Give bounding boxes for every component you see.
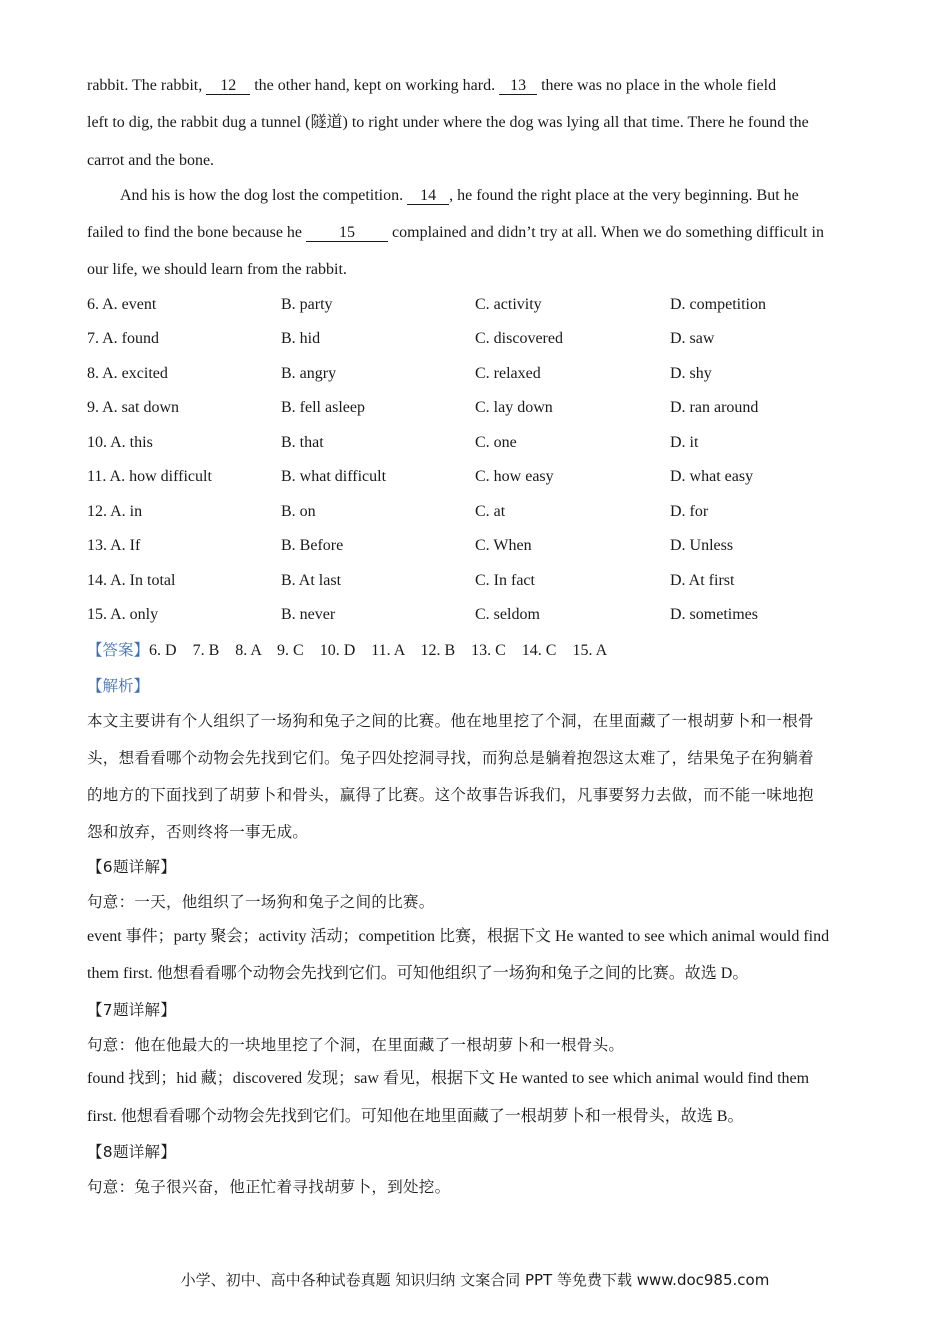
option-d: D. sometimes bbox=[670, 606, 758, 623]
option-c: C. lay down bbox=[475, 399, 553, 416]
q6-meaning: 句意：一天，他组织了一场狗和兔子之间的比赛。 bbox=[87, 893, 435, 911]
option-c: C. relaxed bbox=[475, 365, 541, 382]
blank-12: 12 bbox=[206, 77, 250, 95]
option-b: B. party bbox=[281, 296, 333, 313]
q7-title: 【7题详解】 bbox=[87, 1001, 177, 1019]
passage-text: the other hand, kept on working hard. bbox=[250, 77, 500, 94]
option-d: D. At first bbox=[670, 572, 735, 589]
option-b: B. hid bbox=[281, 330, 321, 347]
option-d: D. competition bbox=[670, 296, 766, 313]
passage-line bbox=[87, 223, 824, 243]
passage-text: complained and didn’t try at all. When we do something difficult in bbox=[388, 224, 824, 241]
option-b: B. At last bbox=[281, 572, 342, 589]
passage-text: failed to find the bone because he bbox=[87, 224, 307, 241]
passage-line bbox=[87, 76, 776, 96]
option-b: B. that bbox=[281, 434, 324, 451]
analysis-line: 的地方的下面找到了胡萝卜和骨头，赢得了比赛。这个故事告诉我们，凡事要努力去做，而不能一味地抱 bbox=[87, 786, 814, 804]
passage-line: our life, we should learn from the rabbit. bbox=[87, 261, 347, 278]
option-a: 14. A. In total bbox=[87, 572, 176, 589]
option-c: C. at bbox=[475, 503, 506, 520]
option-a: 8. A. excited bbox=[87, 365, 168, 382]
answer-values: 6. D 7. B 8. A 9. C 10. D 11. A 12. B 13. C 14. C 15. A bbox=[149, 642, 608, 659]
option-d: D. it bbox=[670, 434, 699, 451]
option-a: 13. A. If bbox=[87, 537, 141, 554]
option-a: 9. A. sat down bbox=[87, 399, 179, 416]
option-c: C. discovered bbox=[475, 330, 563, 347]
q7-explanation-line: first. 他想看看哪个动物会先找到它们。可知他在地里面藏了一根胡萝卜和一根骨头，故选 B。 bbox=[87, 1108, 744, 1125]
q7-meaning: 句意：他在他最大的一块地里挖了个洞，在里面藏了一根胡萝卜和一根骨头。 bbox=[87, 1036, 625, 1054]
option-a: 11. A. how difficult bbox=[87, 468, 212, 485]
option-a: 15. A. only bbox=[87, 606, 159, 623]
passage-text: And his is how the dog lost the competition. bbox=[120, 187, 408, 204]
passage-line: left to dig, the rabbit dug a tunnel (隧道) to right under where the dog was lying all that time. There he found the bbox=[87, 114, 809, 131]
option-c: C. activity bbox=[475, 296, 542, 313]
option-a: 10. A. this bbox=[87, 434, 153, 451]
option-b: B. what difficult bbox=[281, 468, 387, 485]
option-d: D. what easy bbox=[670, 468, 754, 485]
passage-line: carrot and the bone. bbox=[87, 152, 215, 169]
option-d: D. ran around bbox=[670, 399, 759, 416]
passage-text: , he found the right place at the very beginning. But he bbox=[449, 187, 799, 204]
option-c: C. seldom bbox=[475, 606, 540, 623]
q6-title: 【6题详解】 bbox=[87, 858, 177, 876]
q8-title: 【8题详解】 bbox=[87, 1143, 177, 1161]
passage-text: there was no place in the whole field bbox=[537, 77, 777, 94]
option-c: C. In fact bbox=[475, 572, 535, 589]
option-d: D. shy bbox=[670, 365, 712, 382]
option-c: C. how easy bbox=[475, 468, 554, 485]
answer-label: 【答案】 bbox=[87, 641, 150, 659]
passage-text: rabbit. The rabbit, bbox=[87, 77, 207, 94]
option-b: B. Before bbox=[281, 537, 344, 554]
option-d: D. Unless bbox=[670, 537, 734, 554]
analysis-line: 本文主要讲有个人组织了一场狗和兔子之间的比赛。他在地里挖了个洞，在里面藏了一根胡萝卜和一根骨 bbox=[87, 712, 814, 730]
q7-explanation-line: found 找到；hid 藏；discovered 发现；saw 看见，根据下文 He wanted to see which animal would find them bbox=[87, 1070, 810, 1087]
option-a: 12. A. in bbox=[87, 503, 143, 520]
answer-line bbox=[87, 640, 607, 661]
option-d: D. for bbox=[670, 503, 709, 520]
q6-explanation-line: them first. 他想看看哪个动物会先找到它们。可知他组织了一场狗和兔子之间的比赛。故选 D。 bbox=[87, 965, 749, 982]
blank-14: 14 bbox=[407, 187, 449, 205]
option-a: 7. A. found bbox=[87, 330, 159, 347]
option-d: D. saw bbox=[670, 330, 715, 347]
option-b: B. on bbox=[281, 503, 316, 520]
q6-explanation-line: event 事件；party 聚会；activity 活动；competition 比赛，根据下文 He wanted to see which animal would find bbox=[87, 928, 830, 945]
analysis-line: 头，想看看哪个动物会先找到它们。兔子四处挖洞寻找，而狗总是躺着抱怨这太难了，结果兔子在狗躺着 bbox=[87, 749, 814, 767]
option-b: B. angry bbox=[281, 365, 337, 382]
passage-line bbox=[120, 186, 799, 206]
analysis-label: 【解析】 bbox=[87, 677, 150, 695]
option-c: C. one bbox=[475, 434, 517, 451]
option-b: B. fell asleep bbox=[281, 399, 365, 416]
analysis-line: 怨和放弃，否则终将一事无成。 bbox=[87, 823, 309, 841]
blank-15: 15 bbox=[306, 224, 388, 242]
option-a: 6. A. event bbox=[87, 296, 157, 313]
option-c: C. When bbox=[475, 537, 532, 554]
option-b: B. never bbox=[281, 606, 336, 623]
blank-13: 13 bbox=[499, 77, 537, 95]
q8-meaning: 句意：兔子很兴奋，他正忙着寻找胡萝卜，到处挖。 bbox=[87, 1178, 451, 1196]
page-footer: 小学、初中、高中各种试卷真题 知识归纳 文案合同 PPT 等免费下载 www.doc985.com bbox=[180, 1271, 770, 1289]
